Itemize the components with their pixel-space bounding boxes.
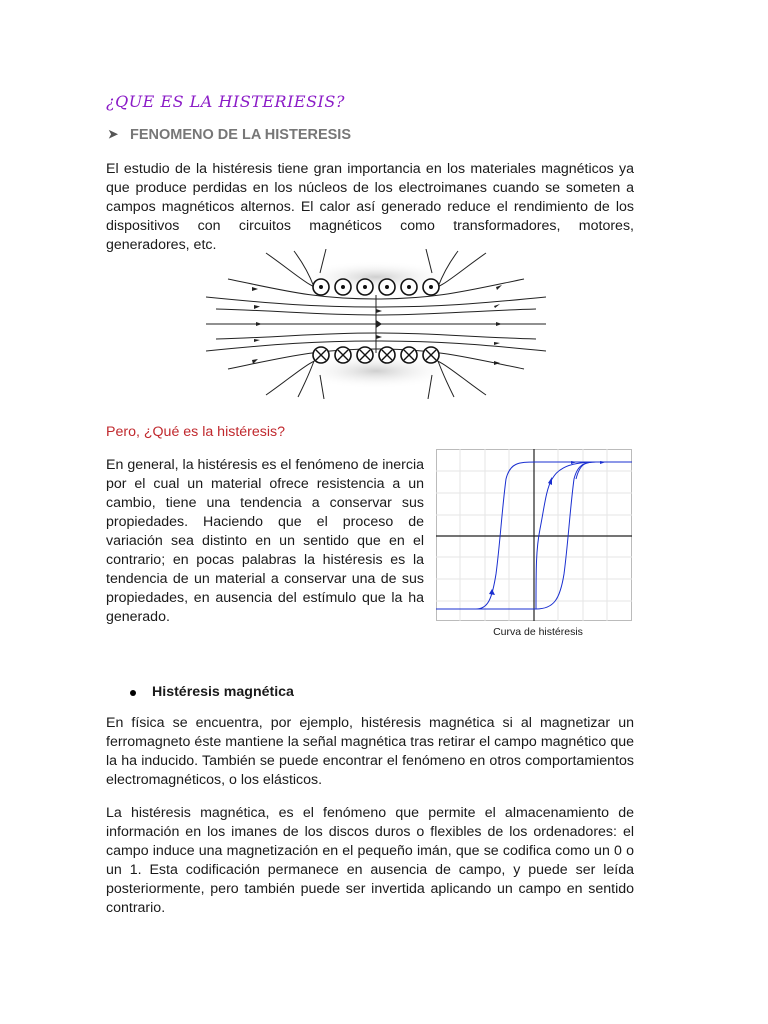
- section-heading: [108, 127, 352, 143]
- section-heading-text: FENOMENO DE LA HISTERESIS: [130, 127, 352, 143]
- storage-paragraph: La histéresis magnética, es el fenómeno que permite el almacenamiento de información en los imanes de los discos duros o flexibles de los ordenadores: el campo induce una magnetización en el pequeño imán, que se codifica como un 0 o un 1. Esta codificación permanece en ausencia de campo, y puede ser leída posteriormente, pero también puede ser invertida aplicando un campo en sentido contrario.: [106, 805, 634, 916]
- arrow-bullet-icon: ➤: [108, 127, 119, 141]
- page-title: ¿QUE ES LA HISTERIESIS?: [106, 92, 345, 111]
- solenoid-field-diagram: [206, 249, 546, 399]
- bullet-dot-icon: [130, 690, 136, 696]
- intro-paragraph: El estudio de la histéresis tiene gran importancia en los materiales magnéticos ya que produce perdidas en los núcleos de los electroimanes cuando se someten a campos magnéticos alternos. El calor así generado reduce el rendimiento de los dispositivos con circuitos magnéticos como transformadores, motores, generadores, etc.: [106, 161, 634, 253]
- definition-paragraph: En general, la histéresis es el fenómeno de inercia por el cual un material ofrece resistencia a un cambio, tiene una tendencia a conservar sus propiedades. Haciendo que el proceso de variación sea distinto en un sentido que en el contrario; en pocas palabras la histéresis es la tendencia de un material a conservar una de sus propiedades, en ausencia del estímulo que la ha generado.: [106, 457, 424, 625]
- bullet-heading: Histéresis magnética: [152, 684, 294, 700]
- physics-paragraph: En física se encuentra, por ejemplo, histéresis magnética si al magnetizar un ferromagneto éste mantiene la señal magnética tras retirar el campo magnético que la ha inducido. También se puede encontrar el fenómeno en otros comportamientos electromagnéticos, o los elásticos.: [106, 715, 634, 788]
- hysteresis-curve-plot: [436, 449, 632, 621]
- question-heading: Pero, ¿Qué es la histéresis?: [106, 424, 285, 440]
- figure-caption: Curva de histéresis: [493, 626, 583, 638]
